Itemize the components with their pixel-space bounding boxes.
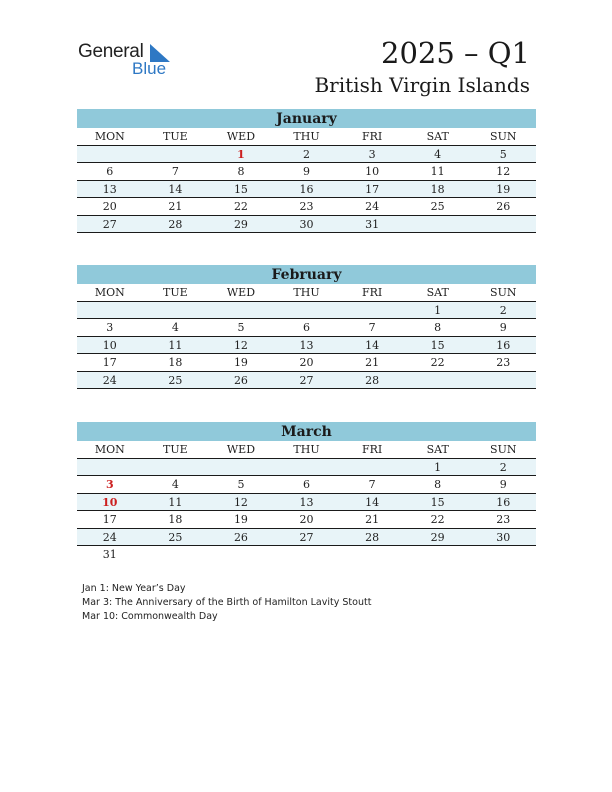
day-cell: 17	[365, 182, 380, 196]
day-cell: 13	[299, 338, 314, 352]
day-cell: 4	[171, 321, 179, 335]
day-cell: 2	[303, 148, 311, 161]
week-row	[77, 146, 536, 163]
page-title: 2025 – Q1	[381, 36, 530, 70]
empty-day-cell	[405, 372, 471, 388]
day-cell: 27	[299, 530, 314, 544]
day-cell: 14	[365, 338, 380, 352]
weekday-label: SAT	[426, 286, 449, 299]
week-row	[77, 511, 536, 528]
empty-day-cell	[143, 546, 209, 563]
logo	[78, 41, 178, 81]
weekday-label: SAT	[426, 443, 449, 456]
day-cell: 24	[102, 373, 117, 387]
day-cell: 9	[303, 165, 311, 179]
logo-word-blue: Blue	[132, 59, 167, 78]
weekday-label: THU	[293, 130, 320, 143]
day-cell: 21	[365, 356, 380, 370]
empty-day-cell	[470, 372, 536, 388]
week-row	[77, 546, 536, 563]
weekday-label: SAT	[426, 130, 449, 143]
holiday-note: Mar 3: The Anniversary of the Birth of Hamilton Lavity Stoutt	[82, 597, 372, 608]
day-cell: 13	[299, 495, 314, 509]
day-cell: 16	[496, 495, 511, 509]
month-name: February	[77, 265, 536, 284]
day-cell: 1	[434, 461, 442, 474]
day-cell: 11	[168, 495, 183, 509]
day-cell: 2	[499, 461, 507, 474]
day-cell: 8	[237, 165, 245, 179]
day-cell: 31	[102, 547, 117, 561]
weekday-label: WED	[226, 443, 256, 456]
weekday-label: SUN	[490, 443, 517, 456]
weekday-header-row	[77, 128, 536, 146]
day-cell: 8	[434, 478, 442, 492]
weekday-label: MON	[94, 286, 125, 299]
day-cell: 21	[168, 200, 183, 214]
week-row	[77, 302, 536, 319]
month-january	[77, 109, 536, 233]
weekday-label: MON	[94, 443, 125, 456]
empty-day-cell	[339, 302, 405, 318]
day-cell: 20	[299, 356, 314, 370]
day-cell: 17	[102, 513, 117, 527]
weekday-label: WED	[226, 130, 256, 143]
empty-day-cell	[208, 546, 274, 563]
day-cell: 1	[434, 304, 442, 317]
day-cell: 5	[237, 321, 245, 335]
day-cell: 29	[233, 217, 248, 231]
day-cell: 22	[430, 513, 445, 527]
day-cell: 30	[496, 530, 511, 544]
day-cell: 1	[237, 148, 245, 161]
weekday-label: FRI	[361, 130, 383, 143]
day-cell: 10	[365, 165, 380, 179]
empty-day-cell	[470, 546, 536, 563]
empty-day-cell	[405, 216, 471, 232]
week-row	[77, 494, 536, 511]
empty-day-cell	[77, 146, 143, 162]
month-name: January	[77, 109, 536, 128]
day-cell: 11	[168, 338, 183, 352]
day-cell: 26	[496, 200, 511, 214]
month-february	[77, 265, 536, 389]
day-cell: 17	[102, 356, 117, 370]
day-cell: 23	[496, 356, 511, 370]
week-row	[77, 337, 536, 354]
day-cell: 11	[430, 165, 445, 179]
day-cell: 23	[496, 513, 511, 527]
holiday-note: Jan 1: New Year’s Day	[82, 583, 186, 594]
day-cell: 8	[434, 321, 442, 335]
empty-day-cell	[143, 302, 209, 318]
week-row	[77, 476, 536, 493]
day-cell: 22	[233, 200, 248, 214]
month-march	[77, 422, 536, 563]
empty-day-cell	[77, 459, 143, 475]
empty-day-cell	[274, 459, 340, 475]
day-cell: 28	[365, 530, 380, 544]
empty-day-cell	[339, 546, 405, 563]
weekday-label: TUE	[163, 286, 188, 299]
day-cell: 9	[499, 478, 507, 492]
empty-day-cell	[274, 302, 340, 318]
day-cell: 15	[233, 182, 248, 196]
day-cell: 6	[106, 165, 114, 179]
day-cell: 9	[499, 321, 507, 335]
empty-day-cell	[405, 546, 471, 563]
day-cell: 5	[499, 148, 507, 161]
day-cell: 15	[430, 338, 445, 352]
week-row	[77, 181, 536, 198]
weekday-label: WED	[226, 286, 256, 299]
empty-day-cell	[470, 216, 536, 232]
day-cell: 19	[233, 356, 248, 370]
day-cell: 21	[365, 513, 380, 527]
page-subtitle: British Virgin Islands	[314, 73, 530, 97]
weekday-label: FRI	[361, 286, 383, 299]
day-cell: 31	[365, 217, 380, 231]
empty-day-cell	[143, 146, 209, 162]
day-cell: 12	[496, 165, 511, 179]
day-cell: 13	[102, 182, 117, 196]
day-cell: 28	[168, 217, 183, 231]
empty-day-cell	[143, 459, 209, 475]
day-cell: 15	[430, 495, 445, 509]
day-cell: 25	[168, 530, 183, 544]
weekday-label: FRI	[361, 443, 383, 456]
day-cell: 18	[430, 182, 445, 196]
day-cell: 19	[233, 513, 248, 527]
day-cell: 7	[368, 321, 376, 335]
day-cell: 16	[299, 182, 314, 196]
day-cell: 30	[299, 217, 314, 231]
day-cell: 14	[365, 495, 380, 509]
day-cell: 18	[168, 356, 183, 370]
weekday-label: SUN	[490, 130, 517, 143]
day-cell: 18	[168, 513, 183, 527]
day-cell: 20	[299, 513, 314, 527]
day-cell: 4	[434, 148, 442, 161]
day-cell: 5	[237, 478, 245, 492]
day-cell: 23	[299, 200, 314, 214]
day-cell: 26	[233, 530, 248, 544]
day-cell: 24	[102, 530, 117, 544]
day-cell: 7	[368, 478, 376, 492]
day-cell: 20	[102, 200, 117, 214]
week-row	[77, 372, 536, 389]
holiday-note: Mar 10: Commonwealth Day	[82, 611, 218, 622]
month-name: March	[77, 422, 536, 441]
day-cell: 19	[496, 182, 511, 196]
empty-day-cell	[77, 302, 143, 318]
day-cell: 3	[368, 148, 376, 161]
day-cell: 2	[499, 304, 507, 317]
day-cell: 25	[168, 373, 183, 387]
day-cell: 4	[171, 478, 179, 492]
empty-day-cell	[208, 459, 274, 475]
week-row	[77, 216, 536, 233]
week-row	[77, 319, 536, 336]
empty-day-cell	[208, 302, 274, 318]
weekday-header-row	[77, 284, 536, 302]
week-row	[77, 529, 536, 546]
weekday-label: THU	[293, 286, 320, 299]
day-cell: 3	[105, 478, 114, 492]
day-cell: 29	[430, 530, 445, 544]
day-cell: 10	[102, 338, 117, 352]
day-cell: 12	[233, 495, 248, 509]
weekday-label: TUE	[163, 130, 188, 143]
day-cell: 10	[102, 495, 118, 509]
weekday-label: THU	[293, 443, 320, 456]
day-cell: 27	[102, 217, 117, 231]
week-row	[77, 459, 536, 476]
day-cell: 6	[303, 321, 311, 335]
day-cell: 24	[365, 200, 380, 214]
week-row	[77, 198, 536, 215]
day-cell: 27	[299, 373, 314, 387]
week-row	[77, 354, 536, 371]
weekday-header-row	[77, 441, 536, 459]
day-cell: 14	[168, 182, 183, 196]
weekday-label: MON	[94, 130, 125, 143]
empty-day-cell	[274, 546, 340, 563]
weekday-label: SUN	[490, 286, 517, 299]
empty-day-cell	[339, 459, 405, 475]
day-cell: 16	[496, 338, 511, 352]
day-cell: 3	[106, 321, 114, 335]
day-cell: 25	[430, 200, 445, 214]
logo-word-general: General	[78, 41, 144, 62]
day-cell: 22	[430, 356, 445, 370]
day-cell: 6	[303, 478, 311, 492]
day-cell: 26	[233, 373, 248, 387]
week-row	[77, 163, 536, 180]
day-cell: 7	[171, 165, 179, 179]
weekday-label: TUE	[163, 443, 188, 456]
day-cell: 28	[365, 373, 380, 387]
day-cell: 12	[233, 338, 248, 352]
holiday-notes	[82, 582, 371, 624]
